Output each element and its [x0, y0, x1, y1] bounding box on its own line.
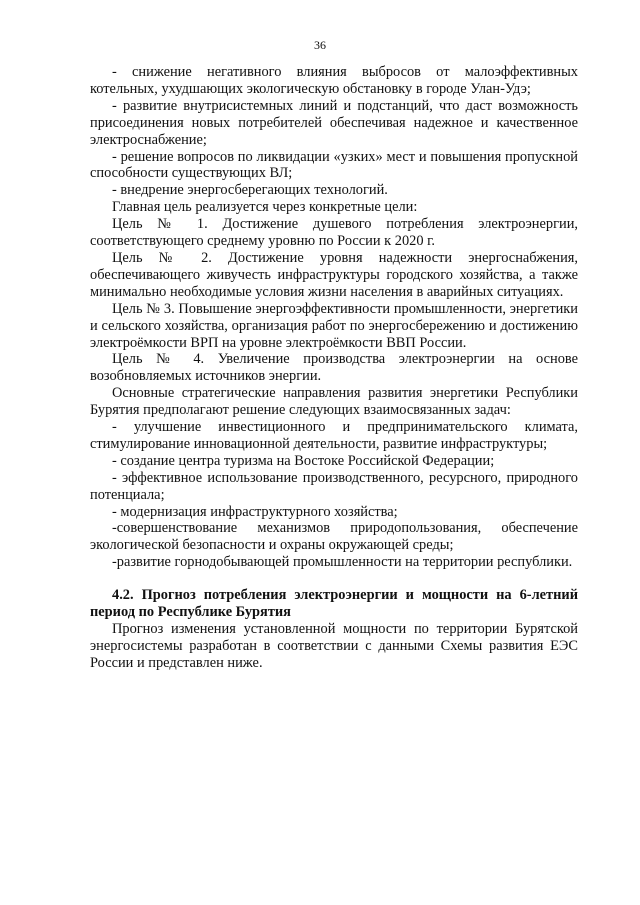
paragraph-strategic-directions: Основные стратегические направления развития энергетики Республики Бурятия предполагают решение следующих взаимосвязанных задач: [90, 385, 578, 419]
paragraph-goal-3: Цель № 3. Повышение энергоэффективности промышленности, энергетики и сельского хозяйства, организация работ по энергосбережению и достижению электроёмкости ВРП на уровне электроёмкости ВВП России. [90, 300, 578, 351]
section-body: Прогноз изменения установленной мощности по территории Бурятской энергосистемы разработан в соответствии с данными Схемы развития ЕЭС России и представлен ниже. [90, 621, 578, 671]
document-body [90, 64, 578, 672]
paragraph-bullet-resource-use: - эффективное использование производственного, ресурсного, природного потенциала; [90, 469, 578, 503]
paragraph-bullet-emissions: - снижение негативного влияния выбросов от малоэффективных котельных, ухудшающих экологическую обстановку в городе Улан-Удэ; [90, 64, 578, 97]
paragraph-goal-4: Цель № 4. Увеличение производства электроэнергии на основе возобновляемых источников энергии. [90, 351, 578, 385]
page-number: 36 [314, 38, 326, 52]
paragraph-bullet-nature-management: -совершенствование механизмов природопользования, обеспечение экологической безопасности и охраны окружающей среды; [90, 520, 578, 554]
paragraph-bullet-tourism-center: - создание центра туризма на Востоке Российской Федерации; [112, 452, 495, 469]
section-heading: 4.2. Прогноз потребления электроэнергии и мощности на 6-летний период по Республике Бурятия [90, 587, 578, 621]
paragraph-bullet-mining: -развитие горнодобывающей промышленности на территории республики. [112, 554, 573, 571]
paragraph-goal-2: Цель № 2. Достижение уровня надежности энергоснабжения, обеспечивающего живучесть инфраструктуры городского хозяйства, а также минимально необходимые условия жизни населения в аварийных ситуациях. [90, 249, 578, 300]
paragraph-bullet-investment-climate: - улучшение инвестиционного и предпринимательского климата, стимулирование инновационной деятельности, развитие инфраструктуры; [90, 419, 578, 452]
paragraph-bullet-modernization: - модернизация инфраструктурного хозяйства; [112, 503, 398, 520]
paragraph-goal-1: Цель № 1. Достижение душевого потребления электроэнергии, соответствующего среднему уровню по России к 2020 г. [90, 216, 578, 250]
paragraph-bullet-grid-development: - развитие внутрисистемных линий и подстанций, что даст возможность присоединения новых потребителей обеспечивая надежное и качественное электроснабжение; [90, 97, 578, 148]
paragraph-bullet-bottlenecks: - решение вопросов по ликвидации «узких» мест и повышения пропускной способности существующих ВЛ; [90, 148, 578, 182]
paragraph-bullet-energy-saving: - внедрение энергосберегающих технологий. [112, 182, 388, 199]
paragraph-main-goal: Главная цель реализуется через конкретные цели: [112, 199, 418, 216]
